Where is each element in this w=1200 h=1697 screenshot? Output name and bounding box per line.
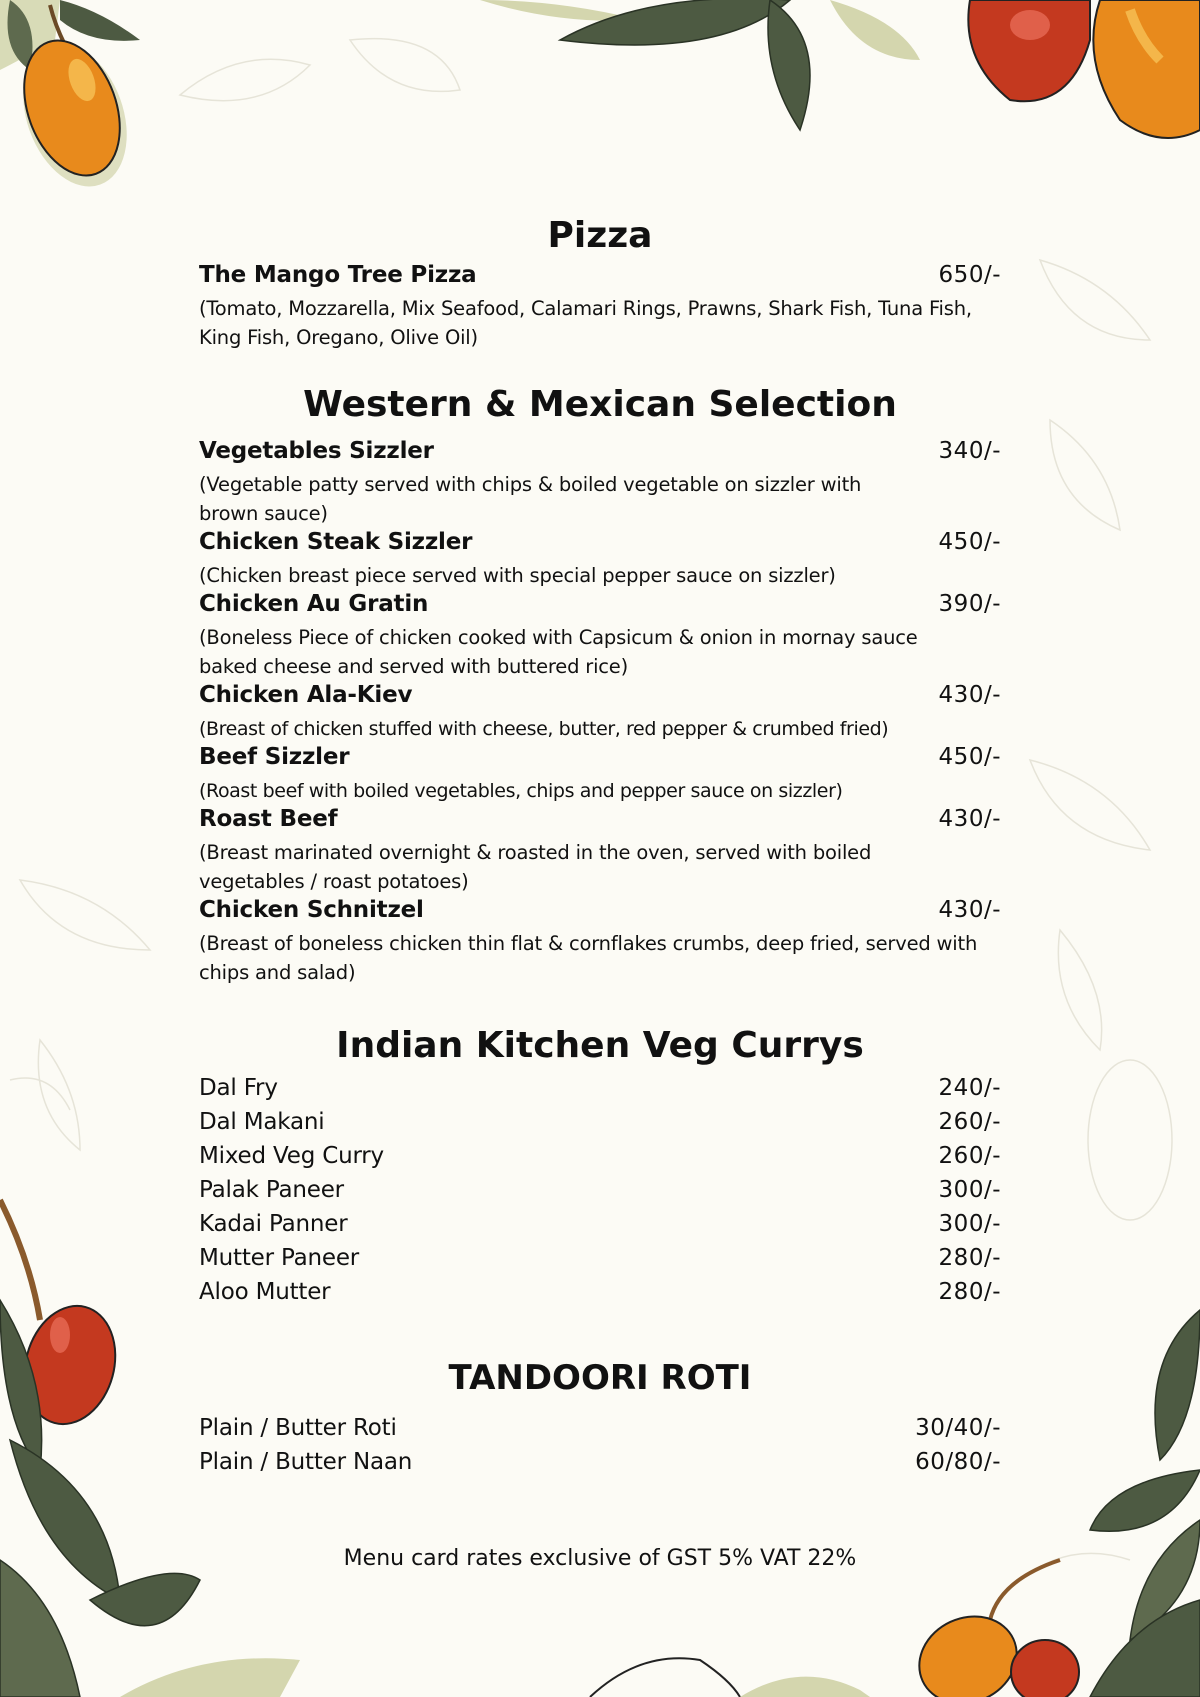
menu-item xyxy=(199,1177,1001,1203)
leaves-top-center xyxy=(480,0,920,130)
item-price: 650/- xyxy=(938,262,1001,288)
menu-item xyxy=(199,1415,1001,1441)
item-name: Chicken Au Gratin xyxy=(199,591,429,617)
item-description: (Breast marinated overnight & roasted in the oven, served with boiled vegetables / roast potatoes) xyxy=(199,841,872,893)
item-name: Plain / Butter Naan xyxy=(199,1449,413,1475)
menu-item xyxy=(199,897,1001,923)
item-price: 280/- xyxy=(938,1279,1001,1305)
section-title-veg-curry: Indian Kitchen Veg Currys xyxy=(336,1025,864,1066)
menu-item xyxy=(199,1211,1001,1237)
menu-item xyxy=(199,1279,1001,1305)
item-description: (Breast of chicken stuffed with cheese, butter, red pepper & crumbed fried) xyxy=(199,718,889,740)
section-title-pizza: Pizza xyxy=(547,215,653,256)
item-description: (Boneless Piece of chicken cooked with Capsicum & onion in mornay sauce baked cheese and served with buttered rice) xyxy=(199,626,918,678)
item-price: 430/- xyxy=(938,897,1001,923)
item-price: 240/- xyxy=(938,1075,1001,1101)
item-name: Mutter Paneer xyxy=(199,1245,360,1271)
item-description: (Vegetable patty served with chips & boiled vegetable on sizzler with brown sauce) xyxy=(199,473,862,525)
tax-note: Menu card rates exclusive of GST 5% VAT 22% xyxy=(343,1546,857,1571)
item-price: 450/- xyxy=(938,744,1001,770)
section-title-roti: TANDOORI ROTI xyxy=(448,1358,752,1398)
menu-item xyxy=(199,682,1001,708)
item-price: 280/- xyxy=(938,1245,1001,1271)
item-price: 450/- xyxy=(938,529,1001,555)
menu-item xyxy=(199,1449,1001,1475)
item-price: 340/- xyxy=(938,438,1001,464)
item-description: (Chicken breast piece served with special pepper sauce on sizzler) xyxy=(199,564,836,587)
menu-item xyxy=(199,262,1001,288)
menu-item xyxy=(199,1109,1001,1135)
menu-item xyxy=(199,806,1001,832)
item-name: Palak Paneer xyxy=(199,1177,344,1203)
item-description: (Roast beef with boiled vegetables, chips and pepper sauce on sizzler) xyxy=(199,780,843,802)
item-name: Chicken Ala-Kiev xyxy=(199,682,413,708)
item-price: 430/- xyxy=(938,682,1001,708)
menu-item xyxy=(199,529,1001,555)
item-price: 300/- xyxy=(938,1177,1001,1203)
item-name: Aloo Mutter xyxy=(199,1279,331,1305)
item-description: (Breast of boneless chicken thin flat & cornflakes crumbs, deep fried, served with chips and salad) xyxy=(199,932,978,984)
item-name: Roast Beef xyxy=(199,806,338,832)
bottom-outline-sketch xyxy=(590,1658,740,1697)
mango-top-left xyxy=(0,0,145,201)
menu-item xyxy=(199,438,1001,464)
item-name: Dal Makani xyxy=(199,1109,325,1135)
item-name: Vegetables Sizzler xyxy=(199,438,434,464)
item-name: Chicken Steak Sizzler xyxy=(199,529,473,555)
menu-item xyxy=(199,1245,1001,1271)
item-name: Mixed Veg Curry xyxy=(199,1143,384,1169)
bottom-leaf-shadow xyxy=(740,1677,870,1697)
menu-item xyxy=(199,1075,1001,1101)
item-price: 390/- xyxy=(938,591,1001,617)
item-price: 30/40/- xyxy=(915,1415,1001,1441)
item-description: (Tomato, Mozzarella, Mix Seafood, Calamari Rings, Prawns, Shark Fish, Tuna Fish, King Fish, Oregano, Olive Oil) xyxy=(199,297,972,349)
menu-item xyxy=(199,744,1001,770)
item-name: Beef Sizzler xyxy=(199,744,350,770)
item-price: 430/- xyxy=(938,806,1001,832)
item-price: 60/80/- xyxy=(915,1449,1001,1475)
item-name: Kadai Panner xyxy=(199,1211,348,1237)
menu-item xyxy=(199,591,1001,617)
item-price: 260/- xyxy=(938,1143,1001,1169)
item-name: Dal Fry xyxy=(199,1075,278,1101)
item-name: The Mango Tree Pizza xyxy=(199,262,477,288)
item-name: Chicken Schnitzel xyxy=(199,897,424,923)
item-price: 260/- xyxy=(938,1109,1001,1135)
menu-item xyxy=(199,1143,1001,1169)
item-name: Plain / Butter Roti xyxy=(199,1415,397,1441)
item-price: 300/- xyxy=(938,1211,1001,1237)
section-title-western: Western & Mexican Selection xyxy=(303,384,897,425)
mango-top-right xyxy=(968,0,1200,138)
